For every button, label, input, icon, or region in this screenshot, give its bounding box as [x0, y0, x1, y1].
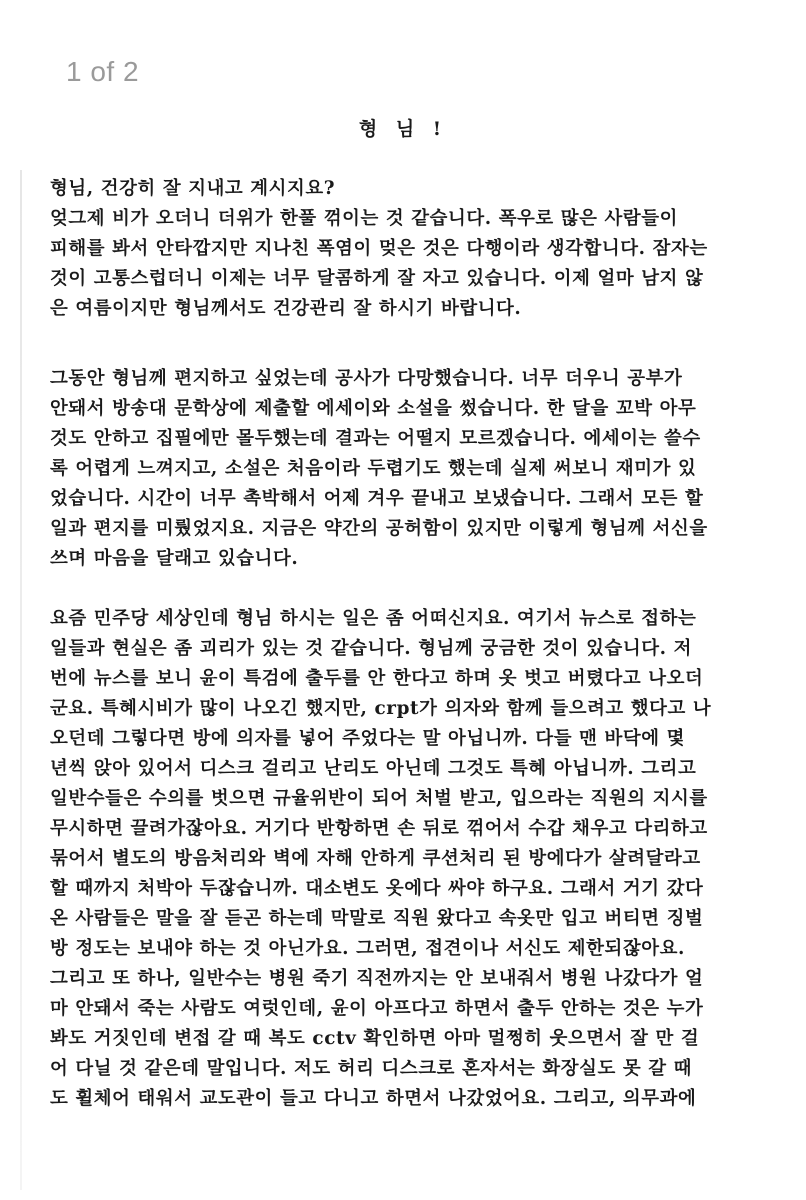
text-line: 일들과 현실은 좀 괴리가 있는 것 같습니다. 형님께 궁금한 것이 있습니다. 저: [50, 638, 692, 659]
text-line: 방 정도는 보내야 하는 것 아닌가요. 그러면, 접견이나 서신도 제한되잖아요.: [50, 938, 685, 959]
text-line: 군요. 특혜시비가 많이 나오긴 했지만, crpt가 의자와 함께 들으려고 했다고 나: [50, 698, 712, 719]
text-line: 년씩 앉아 있어서 디스크 걸리고 난리도 아닌데 그것도 특혜 아닙니까. 그리고: [50, 758, 697, 779]
paragraph-questions: [50, 604, 762, 1114]
paragraph-greeting: [50, 174, 762, 324]
text-line: 마 안돼서 죽는 사람도 여럿인데, 윤이 아프다고 하면서 출두 안하는 것은 누가: [50, 998, 704, 1019]
text-line: 묶어서 별도의 방음처리와 벽에 자해 안하게 쿠션처리 된 방에다가 살려달라고: [50, 848, 701, 869]
text-line: 었습니다. 시간이 너무 촉박해서 어제 겨우 끝내고 보냈습니다. 그래서 모든 할: [50, 488, 704, 509]
text-line: 온 사람들은 말을 잘 듣곤 하는데 막말로 직원 왔다고 속옷만 입고 버티면 징벌: [50, 908, 704, 929]
text-line: 형님, 건강히 잘 지내고 계시지요?: [50, 178, 336, 199]
text-line: 오던데 그렇다면 방에 의자를 넣어 주었다는 말 아닙니까. 다들 맨 바닥에 몇: [50, 728, 685, 749]
text-line: 할 때까지 처박아 두잖습니까. 대소변도 옷에다 싸야 하구요. 그래서 거기 갔다: [50, 878, 704, 899]
text-line: 번에 뉴스를 보니 윤이 특검에 출두를 안 한다고 하며 옷 벗고 버텼다고 나오더: [50, 668, 704, 689]
text-line: 일반수들은 수의를 벗으면 규율위반이 되어 처벌 받고, 입으라는 직원의 지시를: [50, 788, 708, 809]
text-line: 쓰며 마음을 달래고 있습니다.: [50, 548, 299, 569]
text-line: 어 다닐 것 같은데 말입니다. 저도 허리 디스크로 혼자서는 화장실도 못 갈 때: [50, 1058, 692, 1079]
text-line: 안돼서 방송대 문학상에 제출할 에세이와 소설을 썼습니다. 한 달을 꼬박 아무: [50, 398, 697, 419]
text-line: 봐도 거짓인데 변접 갈 때 복도 cctv 확인하면 아마 멀쩡히 웃으면서 잘 만 걸: [50, 1028, 700, 1049]
text-line: 무시하면 끌려가잖아요. 거기다 반항하면 손 뒤로 꺾어서 수갑 채우고 다리하고: [50, 818, 708, 839]
text-line: 것도 안하고 집필에만 몰두했는데 결과는 어떨지 모르겠습니다. 에세이는 쓸수: [50, 428, 701, 449]
text-line: 요즘 민주당 세상인데 형님 하시는 일은 좀 어떠신지요. 여기서 뉴스로 접하는: [50, 608, 697, 629]
text-line: 도 휠체어 태워서 교도관이 들고 다니고 하면서 나갔었어요. 그리고, 의무과에: [50, 1088, 697, 1109]
text-line: 그리고 또 하나, 일반수는 병원 죽기 직전까지는 안 보내줘서 병원 나갔다가 얼: [50, 968, 704, 989]
paragraph-writing-news: [50, 364, 762, 574]
page-indicator: 1 of 2: [66, 56, 140, 87]
text-line: 피해를 봐서 안타깝지만 지나친 폭염이 멎은 것은 다행이라 생각합니다. 잠자는: [50, 238, 708, 259]
text-line: 것이 고통스럽더니 이제는 너무 달콤하게 잘 자고 있습니다. 이제 얼마 남지 않: [50, 268, 704, 289]
letter-title: 형 님 !: [358, 118, 448, 140]
text-line: 록 어렵게 느껴지고, 소설은 처음이라 두렵기도 했는데 실제 써보니 재미가 있: [50, 458, 697, 479]
text-line: 엊그제 비가 오더니 더위가 한풀 꺾이는 것 같습니다. 폭우로 많은 사람들이: [50, 208, 678, 229]
text-line: 일과 편지를 미뤘었지요. 지금은 약간의 공허함이 있지만 이렇게 형님께 서신을: [50, 518, 708, 539]
text-line: 그동안 형님께 편지하고 싶었는데 공사가 다망했습니다. 너무 더우니 공부가: [50, 368, 683, 389]
scan-edge-shadow: [20, 170, 22, 1190]
text-line: 은 여름이지만 형님께서도 건강관리 잘 하시기 바랍니다.: [50, 298, 522, 319]
